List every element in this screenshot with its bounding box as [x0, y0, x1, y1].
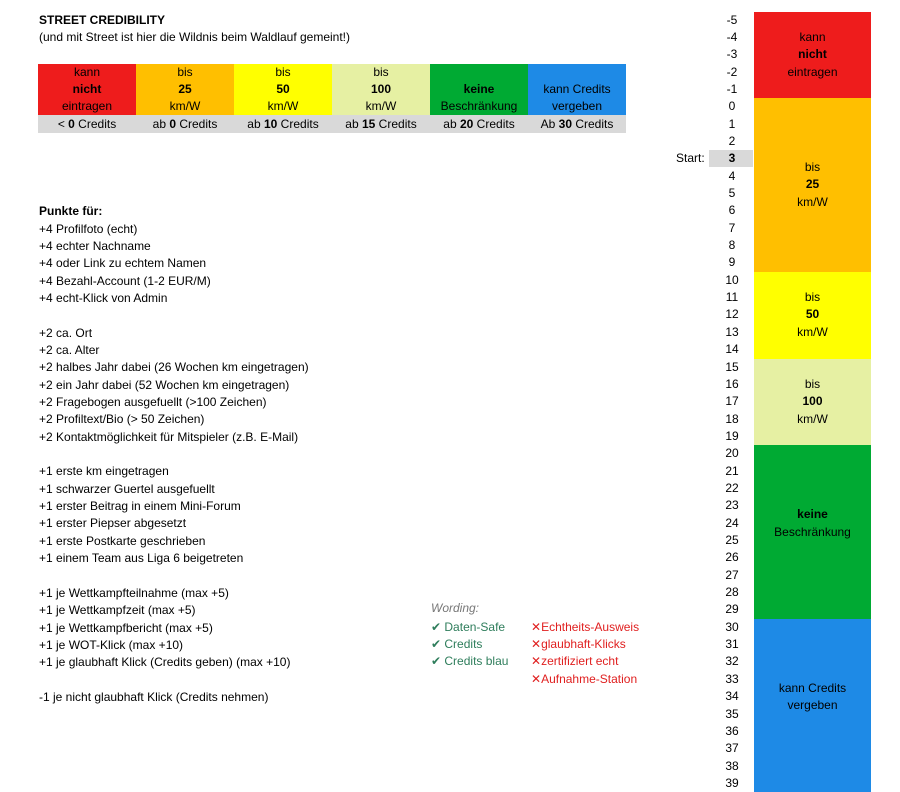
scale-number: 25	[725, 533, 739, 547]
scale-band-line: vergeben	[787, 698, 838, 713]
legend-line: kann	[73, 65, 101, 79]
wording-good-text: Daten-Safe	[444, 619, 506, 634]
scale-number: -2	[726, 64, 738, 79]
list-item: +4 Bezahl-Account (1-2 EUR/M)	[39, 273, 211, 288]
legend-line: 100	[370, 82, 392, 96]
check-icon: ✔	[431, 636, 445, 651]
scale-number: 2	[728, 133, 736, 148]
wording-bad-text: zertifiziert echt	[541, 654, 619, 669]
legend-credits-value: 0	[68, 117, 75, 131]
list-item: +1 je WOT-Klick (max +10)	[39, 637, 184, 652]
legend-credits: ab 20 Credits	[430, 115, 528, 133]
legend-line: bis	[177, 65, 193, 79]
scale-number: 24	[725, 515, 739, 530]
legend-line: bis	[275, 65, 291, 79]
scale-band-line: kann	[799, 29, 826, 44]
check-icon: ✔	[431, 619, 445, 634]
scale-band-line: bis	[804, 290, 821, 305]
scale-number: 0	[728, 99, 736, 114]
scale-band-line: 50	[805, 307, 820, 322]
list-item: +1 einem Team aus Liga 6 beigetreten	[39, 551, 244, 566]
points-heading: Punkte für:	[39, 204, 103, 218]
wording-bad-item	[531, 636, 626, 653]
check-icon: ✔	[431, 654, 445, 669]
scale-band	[754, 272, 871, 359]
list-item: +4 oder Link zu echtem Namen	[39, 256, 207, 271]
scale-band-line: km/W	[797, 194, 828, 209]
legend-line: Beschränkung	[440, 99, 518, 113]
legend-line	[430, 64, 528, 81]
legend-credits: Ab 30 Credits	[528, 115, 626, 133]
legend-credits: ab 0 Credits	[136, 115, 234, 133]
wording-bad-item	[531, 653, 618, 670]
scale-number: 20	[725, 446, 739, 461]
scale-number: 11	[725, 290, 739, 305]
scale-number: 5	[728, 186, 736, 200]
legend-credits-value: 0	[169, 117, 177, 131]
page-subtitle: (und mit Street ist hier die Wildnis beim Waldlauf gemeint!)	[39, 30, 351, 44]
list-item: +4 Profilfoto (echt)	[39, 221, 138, 236]
list-item: -1 je nicht glaubhaft Klick (Credits nehmen)	[39, 689, 269, 704]
scale-number: 37	[725, 741, 739, 756]
legend-credits-value: 20	[459, 117, 474, 131]
list-item: +1 je glaubhaft Klick (Credits geben) (max +10)	[39, 655, 291, 670]
cross-icon: ✕	[531, 619, 542, 634]
scale-number: 10	[725, 272, 739, 287]
legend-line: 25	[178, 82, 192, 96]
page-title: STREET CREDIBILITY	[39, 13, 166, 27]
scale-number: 39	[725, 775, 739, 790]
scale-band	[754, 359, 871, 446]
scale-number: 38	[725, 758, 739, 773]
legend-credits-value: 30	[558, 117, 573, 131]
scale-number: 12	[725, 307, 739, 322]
legend-credits: ab 10 Credits	[234, 115, 332, 133]
legend-line: bis	[373, 65, 389, 79]
legend-line: keine	[463, 82, 495, 96]
list-item: +1 erste km eingetragen	[39, 464, 169, 479]
scale-band-line	[754, 489, 871, 506]
legend-line: eintragen	[61, 99, 113, 113]
scale-number: 13	[725, 324, 739, 339]
scale-number: 27	[725, 567, 739, 582]
wording-good-item	[431, 653, 508, 670]
scale-number: 36	[725, 723, 739, 738]
wording-bad-text: Aufnahme-Station	[541, 671, 638, 686]
cross-icon: ✕	[531, 671, 542, 686]
wording-label: Wording:	[431, 601, 480, 615]
scale-number: 30	[725, 619, 739, 634]
scale-band-line: kann Credits	[778, 680, 847, 695]
scale-band-line: Beschränkung	[774, 524, 851, 539]
scale-band-line: bis	[804, 159, 821, 174]
scale-number: 31	[725, 637, 739, 652]
list-item: +1 je Wettkampfbericht (max +5)	[39, 620, 213, 635]
legend-line: km/W	[365, 99, 397, 113]
cross-icon: ✕	[531, 636, 542, 651]
list-item: +1 erster Beitrag in einem Mini-Forum	[39, 499, 241, 514]
legend-cell	[528, 64, 626, 115]
wording-good-text: Credits blau	[444, 654, 509, 669]
legend-line: kann Credits	[543, 82, 611, 96]
scale-number: -3	[726, 47, 738, 62]
scale-band-line: bis	[804, 376, 821, 391]
scale-number: -4	[726, 29, 738, 44]
list-item: +1 erste Postkarte geschrieben	[39, 533, 206, 548]
list-item: +2 Kontaktmöglichkeit für Mitspieler (z.B. E-Mail)	[39, 429, 299, 444]
scale-number: 32	[725, 654, 739, 669]
scale-band-line: keine	[797, 507, 828, 522]
scale-number: 28	[725, 585, 739, 600]
scale-number: 6	[728, 203, 736, 218]
scale-band	[754, 619, 871, 792]
legend-credits-value: 15	[361, 117, 376, 131]
scale-band	[754, 445, 871, 619]
list-item: +4 echt-Klick von Admin	[39, 290, 168, 305]
scale-number: 7	[728, 220, 736, 235]
list-item: +4 echter Nachname	[39, 238, 151, 253]
wording-bad-text: Echtheits-Ausweis	[541, 619, 640, 634]
scale-number: 19	[725, 428, 739, 443]
list-item: +1 je Wettkampfteilnahme (max +5)	[39, 585, 229, 600]
scale-band-line: eintragen	[787, 64, 838, 79]
legend-line: vergeben	[551, 99, 603, 113]
list-item: +2 ca. Ort	[39, 325, 93, 340]
list-item: +2 ca. Alter	[39, 342, 100, 357]
start-label: Start:	[676, 151, 705, 165]
scale-number: 3	[728, 151, 736, 166]
scale-number: 4	[728, 168, 736, 183]
scale-number: 8	[728, 238, 736, 253]
legend-credits: < 0 Credits	[38, 115, 136, 133]
wording-bad-item	[531, 619, 639, 636]
list-item: +2 ein Jahr dabei (52 Wochen km eingetragen)	[39, 377, 290, 392]
legend-cell	[332, 64, 430, 115]
wording-good-item	[431, 619, 505, 636]
wording-bad-text: glaubhaft-Klicks	[541, 636, 626, 651]
list-item: +2 Fragebogen ausgefuellt (>100 Zeichen)	[39, 395, 267, 409]
scale-band	[754, 98, 871, 272]
list-item: +1 je Wettkampfzeit (max +5)	[39, 603, 196, 618]
scale-number: 15	[725, 359, 739, 374]
legend-cell	[38, 64, 136, 115]
scale-band-line: nicht	[798, 47, 827, 62]
scale-number: 26	[725, 550, 739, 565]
scale-number: -5	[726, 12, 738, 27]
legend-line: km/W	[267, 99, 299, 113]
legend-cell	[234, 64, 332, 115]
list-item: +2 halbes Jahr dabei (26 Wochen km eingetragen)	[39, 360, 309, 375]
scale-number: 22	[725, 480, 739, 495]
scale-band	[754, 12, 871, 99]
legend-cell	[136, 64, 234, 115]
scale-number: 18	[725, 411, 739, 426]
scale-number: 35	[725, 706, 739, 721]
scale-number: 16	[725, 376, 739, 391]
legend-line: nicht	[72, 82, 102, 96]
legend-line: 50	[276, 82, 290, 96]
wording-good-text: Credits	[444, 636, 483, 651]
scale-number: 14	[725, 342, 739, 357]
legend-credits: ab 15 Credits	[332, 115, 430, 133]
legend-cell	[430, 64, 528, 115]
scale-number: 34	[725, 689, 739, 704]
cross-icon: ✕	[531, 654, 542, 669]
legend-line	[528, 64, 626, 81]
scale-number: 33	[725, 671, 739, 686]
scale-band-line: 100	[802, 394, 823, 409]
scale-number: 21	[725, 463, 739, 478]
wording-good-item	[431, 636, 482, 653]
scale-number: 17	[725, 394, 739, 409]
scale-number: 9	[728, 255, 736, 270]
list-item: +1 schwarzer Guertel ausgefuellt	[39, 481, 215, 496]
scale-number: 23	[725, 498, 739, 513]
scale-band-line: km/W	[797, 411, 828, 426]
scale-band-line: 25	[805, 177, 820, 192]
scale-band-line	[754, 662, 871, 679]
scale-number: 1	[728, 116, 736, 131]
scale-band-line: km/W	[797, 324, 828, 339]
list-item: +1 erster Piepser abgesetzt	[39, 516, 187, 531]
scale-number: -1	[726, 81, 738, 96]
legend-line: km/W	[169, 99, 201, 113]
wording-bad-item	[531, 671, 637, 688]
scale-number: 29	[725, 602, 739, 617]
legend-credits-value: 10	[263, 117, 278, 131]
list-item: +2 Profiltext/Bio (> 50 Zeichen)	[39, 412, 205, 427]
